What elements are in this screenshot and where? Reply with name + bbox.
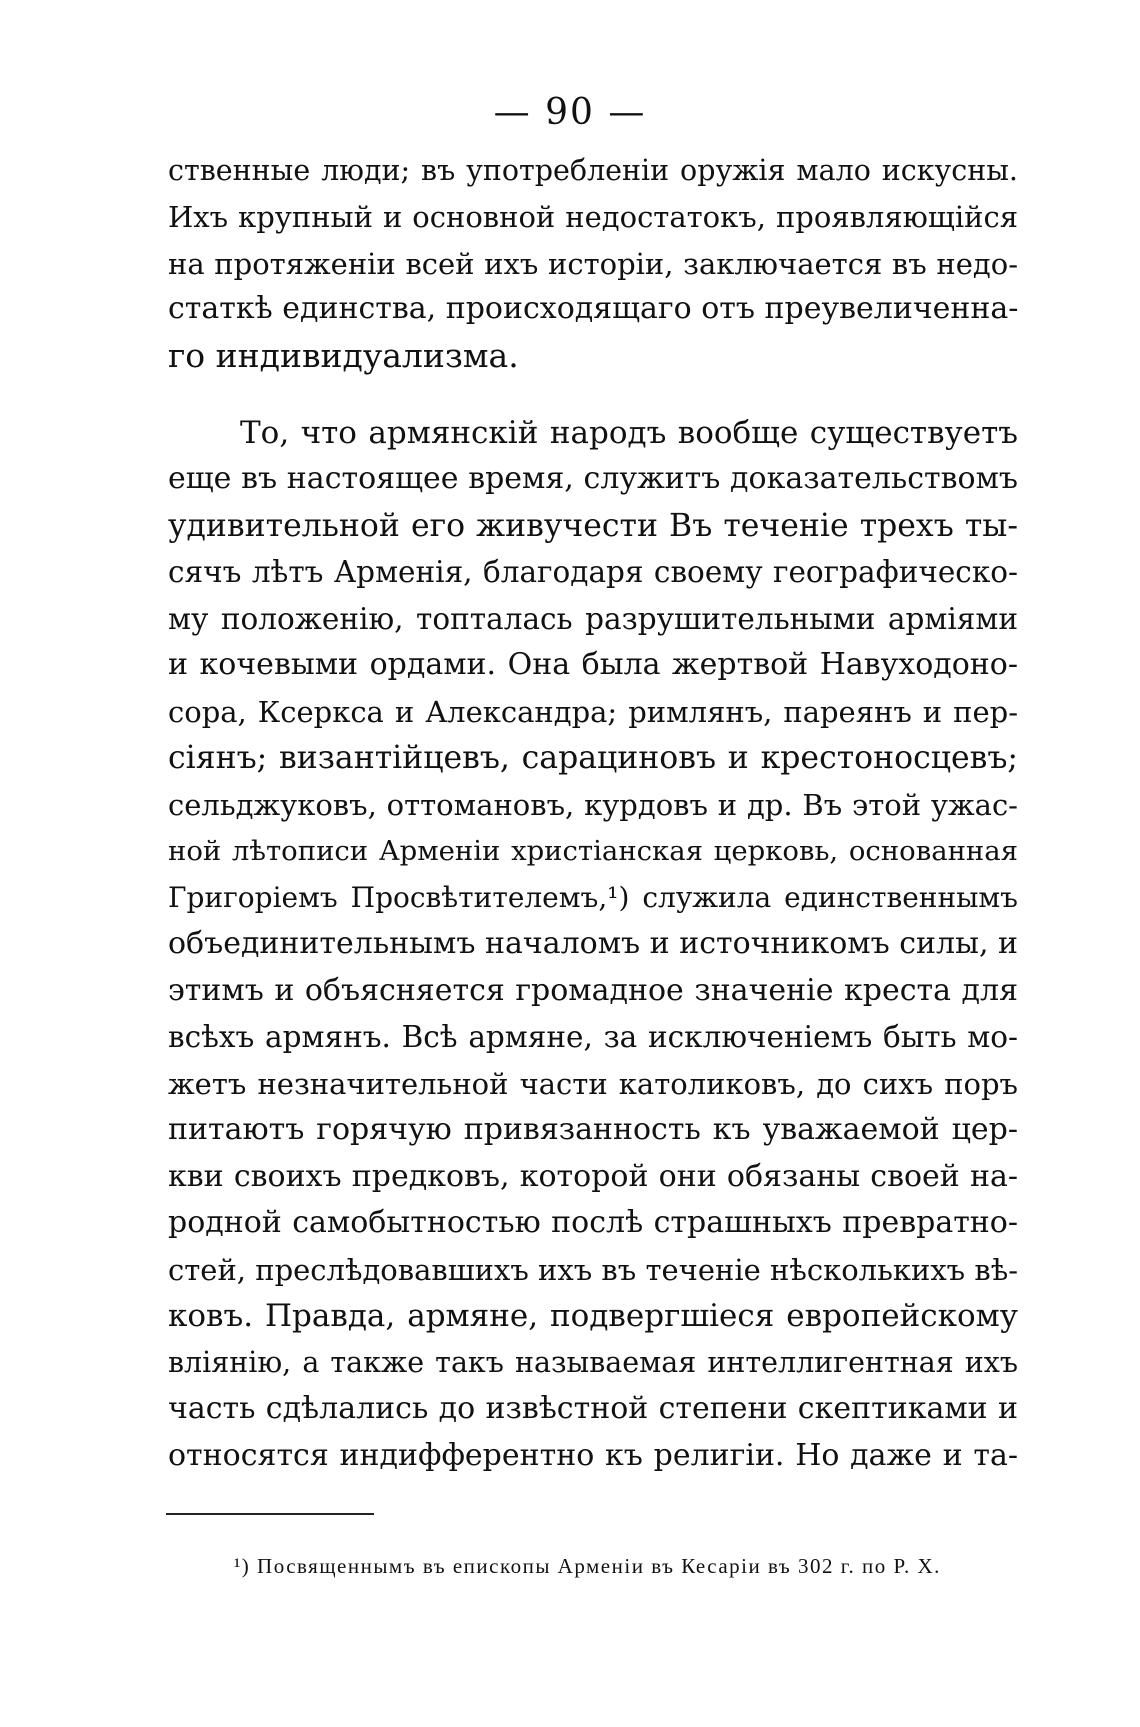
text-line: сора, Ксеркса и Александра; римлянъ, пареянъ и пер- [168, 695, 1018, 729]
page-number: — 90 — [493, 92, 647, 133]
text-line: объединительнымъ началомъ и источникомъ силы, и [168, 926, 1019, 961]
text-line: часть сдѣлались до извѣстной степени скептиками и [168, 1391, 1018, 1426]
text-line: на протяженіи всей ихъ исторіи, заключается въ недо- [168, 247, 1018, 281]
text-line: еще въ настоящее время, служитъ доказательствомъ [168, 461, 1018, 496]
text-line: относятся индифферентно къ религіи. Но даже и та- [168, 1438, 1018, 1473]
text-line: сячъ лѣтъ Арменія, благодаря своему географическо- [168, 555, 1018, 589]
text-line: сельджуковъ, оттомановъ, курдовъ и др. Въ этой ужас- [168, 788, 1018, 822]
text-line: го индивидуализма. [168, 336, 519, 375]
text-line: ственные люди; въ употребленіи оружія мало искусны. [168, 154, 1018, 187]
text-line: статкѣ единства, происходящаго отъ преувеличенна- [168, 291, 1019, 326]
text-line: Григоріемъ Просвѣтителемъ,¹) служила единственнымъ [168, 881, 1018, 914]
text-line: всѣхъ армянъ. Всѣ армяне, за исключеніемъ быть мо- [168, 1020, 1018, 1054]
text-line: и кочевыми ордами. Она была жертвой Навуходоно- [168, 647, 1018, 682]
text-line: стей, преслѣдовавшихъ ихъ въ теченіе нѣсколькихъ вѣ- [168, 1253, 1018, 1287]
text-line: удивительной его живучести Въ теченіе трехъ ты- [168, 508, 1018, 544]
footnote-divider [166, 1513, 374, 1515]
text-line: жетъ незначительной части католиковъ, до сихъ поръ [168, 1067, 1018, 1101]
text-line: кви своихъ предковъ, которой они обязаны своей на- [168, 1159, 1018, 1194]
text-line: Ихъ крупный и основной недостатокъ, проявляющійся [168, 200, 1018, 234]
text-line: вліянію, а также такъ называемая интеллигентная ихъ [168, 1346, 1018, 1379]
text-line: ной лѣтописи Арменіи христіанская церковь, основанная [168, 835, 1018, 867]
paragraph-first-line: То, что армянскій народъ вообще существуетъ [240, 415, 1018, 451]
footnote: ¹) Посвященнымъ въ епископы Арменіи въ Кесаріи въ 302 г. по Р. Х. [234, 1554, 941, 1578]
text-line: питаютъ горячую привязанность къ уважаемой цер- [168, 1112, 1018, 1147]
text-line: сіянъ; византійцевъ, сарациновъ и крестоносцевъ; [168, 740, 1018, 776]
text-line: родной самобытностью послѣ страшныхъ превратно- [168, 1205, 1018, 1240]
text-line: этимъ и объясняется громадное значеніе креста для [168, 973, 1018, 1008]
text-line: ковъ. Правда, армяне, подвергшіеся европейскому [168, 1298, 1018, 1334]
text-line: му положенію, топталась разрушительными арміями [168, 602, 1018, 636]
